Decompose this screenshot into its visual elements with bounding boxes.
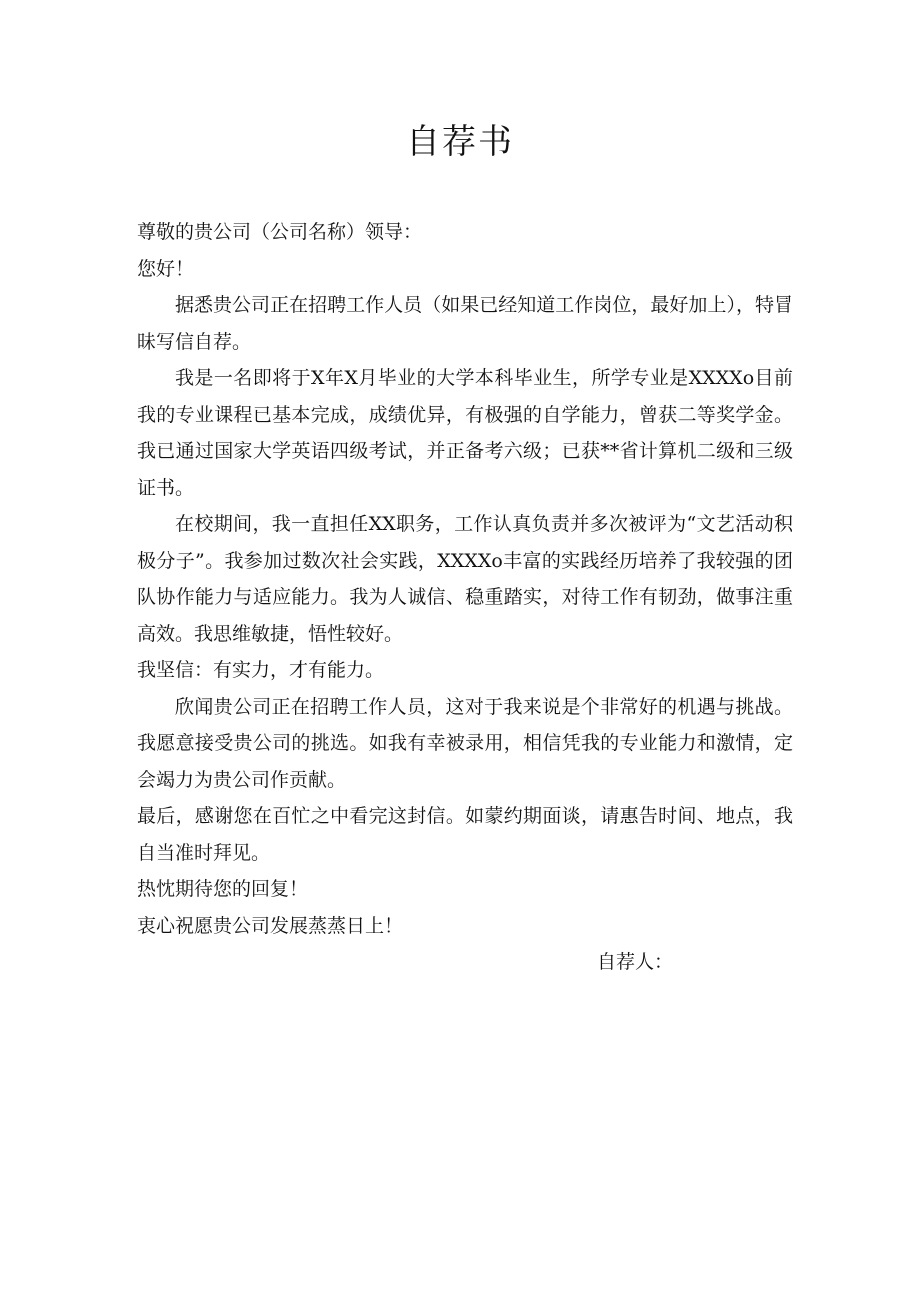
paragraph-intro: 据悉贵公司正在招聘工作人员（如果已经知道工作岗位，最好加上），特冒昧写信自荐。 (137, 294, 793, 353)
paragraph-opportunity: 欣闻贵公司正在招聘工作人员，这对于我来说是个非常好的机遇与挑战。我愿意接受贵公司的挑选。如我有幸被录用，相信凭我的专业能力和激情，定会竭力为贵公司作贡献。 (137, 695, 793, 791)
document-title: 自荐书 (406, 122, 514, 162)
closing-await: 热忱期待您的回复！ (137, 878, 309, 900)
closing-wish: 衷心祝愿贵公司发展蒸蒸日上！ (137, 914, 404, 937)
salutation: 尊敬的贵公司（公司名称）领导： (137, 221, 423, 243)
paragraph-education: 我是一名即将于X年X月毕业的大学本科毕业生，所学专业是XXXXo目前我的专业课程已基本完成，成绩优异，有极强的自学能力，曾获二等奖学金。我已通过国家大学英语四级考试，并正备考六级；已获**省计算机二级和三级证书。 (137, 367, 793, 499)
paragraph-campus: 在校期间，我一直担任XX职务，工作认真负责并多次被评为“文艺活动积极分子”。我参加过数次社会实践，XXXXo丰富的实践经历培养了我较强的团队协作能力与适应能力。我为人诚信、稳重踏实，对待工作有韧劲，做事注重高效。我思维敏捷，悟性较好。 (137, 513, 793, 645)
belief-line: 我坚信：有实力，才有能力。 (137, 659, 385, 681)
signature-label: 自荐人： (596, 951, 673, 973)
closing-thanks: 最后，感谢您在百忙之中看完这封信。如蒙约期面谈，请惠告时间、地点，我自当准时拜见。 (137, 805, 793, 864)
letter-body (137, 214, 793, 981)
greeting: 您好！ (137, 257, 195, 280)
